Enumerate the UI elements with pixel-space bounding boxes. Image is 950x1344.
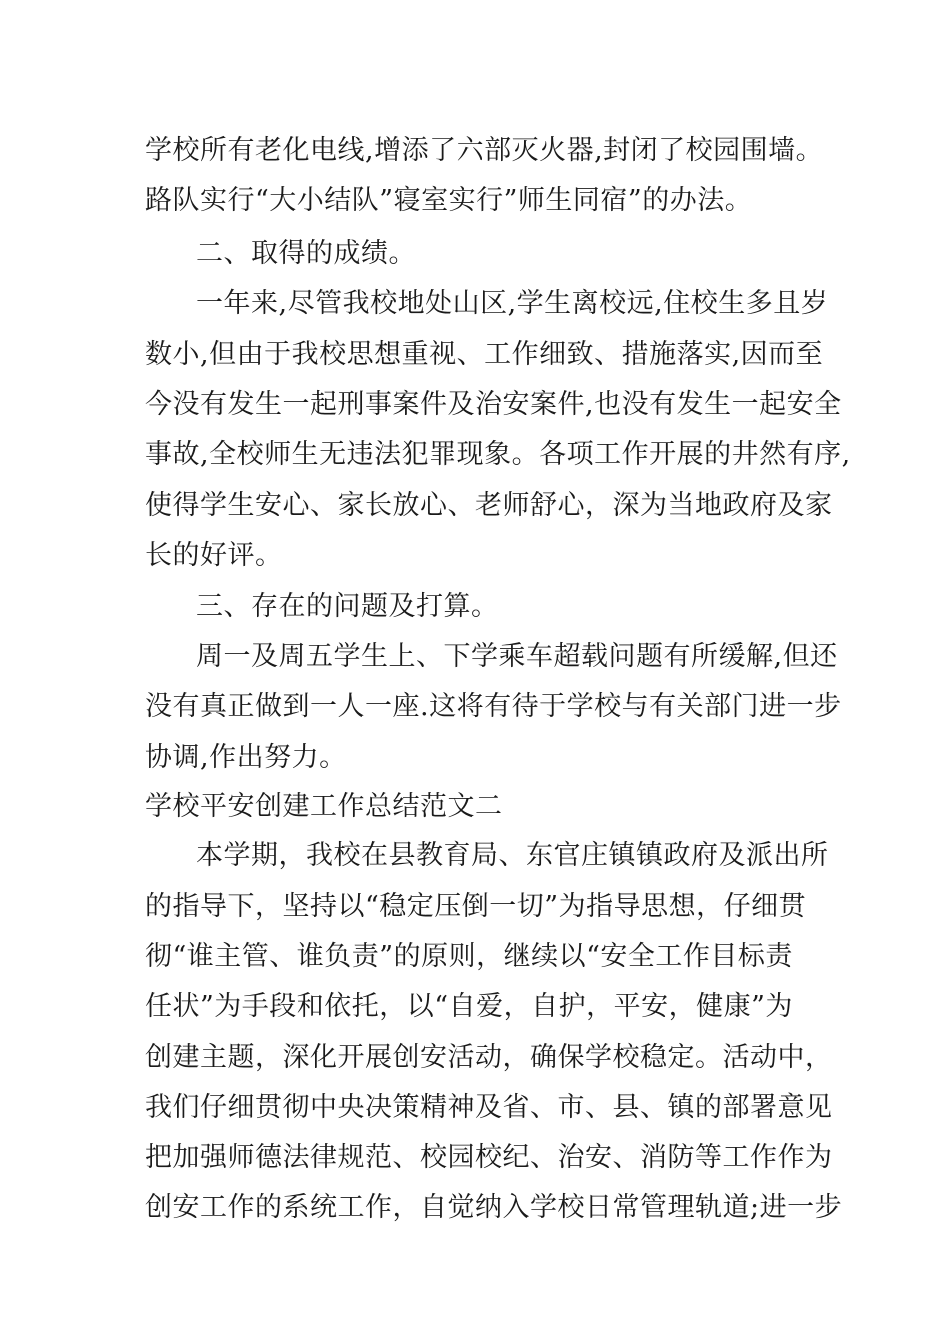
paragraph-line: 周一及周五学生上、下学乘车超载问题有所缓解,但还 [196,641,838,672]
paragraph-line: 长的好评。 [145,540,283,571]
paragraph-line: 本学期，我校在县教育局、东官庄镇镇政府及派出所 [196,840,829,871]
paragraph-line: 没有真正做到一人一座.这将有待于学校与有关部门进一步 [145,691,842,722]
paragraph-line: 创安工作的系统工作，自觉纳入学校日常管理轨道;进一步 [145,1192,843,1223]
section-heading: 三、存在的问题及打算。 [196,591,499,622]
section-heading: 二、取得的成绩。 [196,238,416,269]
paragraph-line: 我们仔细贯彻中央决策精神及省、市、县、镇的部署意见 [145,1092,833,1123]
paragraph-line: 把加强师德法律规范、校园校纪、治安、消防等工作作为 [145,1142,833,1173]
paragraph-line: 协调,作出努力。 [145,742,347,773]
paragraph-line: 任状”为手段和依托，以“自爱，自护，平安，健康”为 [145,991,793,1022]
paragraph-line: 彻“谁主管、谁负责”的原则，继续以“安全工作目标责 [145,941,793,972]
paragraph-line: 今没有发生一起刑事案件及治安案件,也没有发生一起安全 [145,389,842,420]
paragraph-line: 路队实行“大小结队”寝室实行”师生同宿”的办法。 [145,185,753,216]
paragraph-line: 的指导下，坚持以“稳定压倒一切”为指导思想，仔细贯 [145,891,807,922]
paragraph-line: 事故,全校师生无违法犯罪现象。各项工作开展的井然有序, [145,439,851,470]
document-title: 学校平安创建工作总结范文二 [145,791,503,822]
paragraph-line: 学校所有老化电线,增添了六部灭火器,封闭了校园围墙。 [145,135,824,166]
paragraph-line: 一年来,尽管我校地处山区,学生离校远,住校生多且岁 [196,288,829,319]
paragraph-line: 数小,但由于我校思想重视、工作细致、措施落实,因而至 [145,339,824,370]
paragraph-line: 创建主题，深化开展创安活动，确保学校稳定。活动中， [145,1042,833,1073]
paragraph-line: 使得学生安心、家长放心、老师舒心，深为当地政府及家 [145,490,833,521]
